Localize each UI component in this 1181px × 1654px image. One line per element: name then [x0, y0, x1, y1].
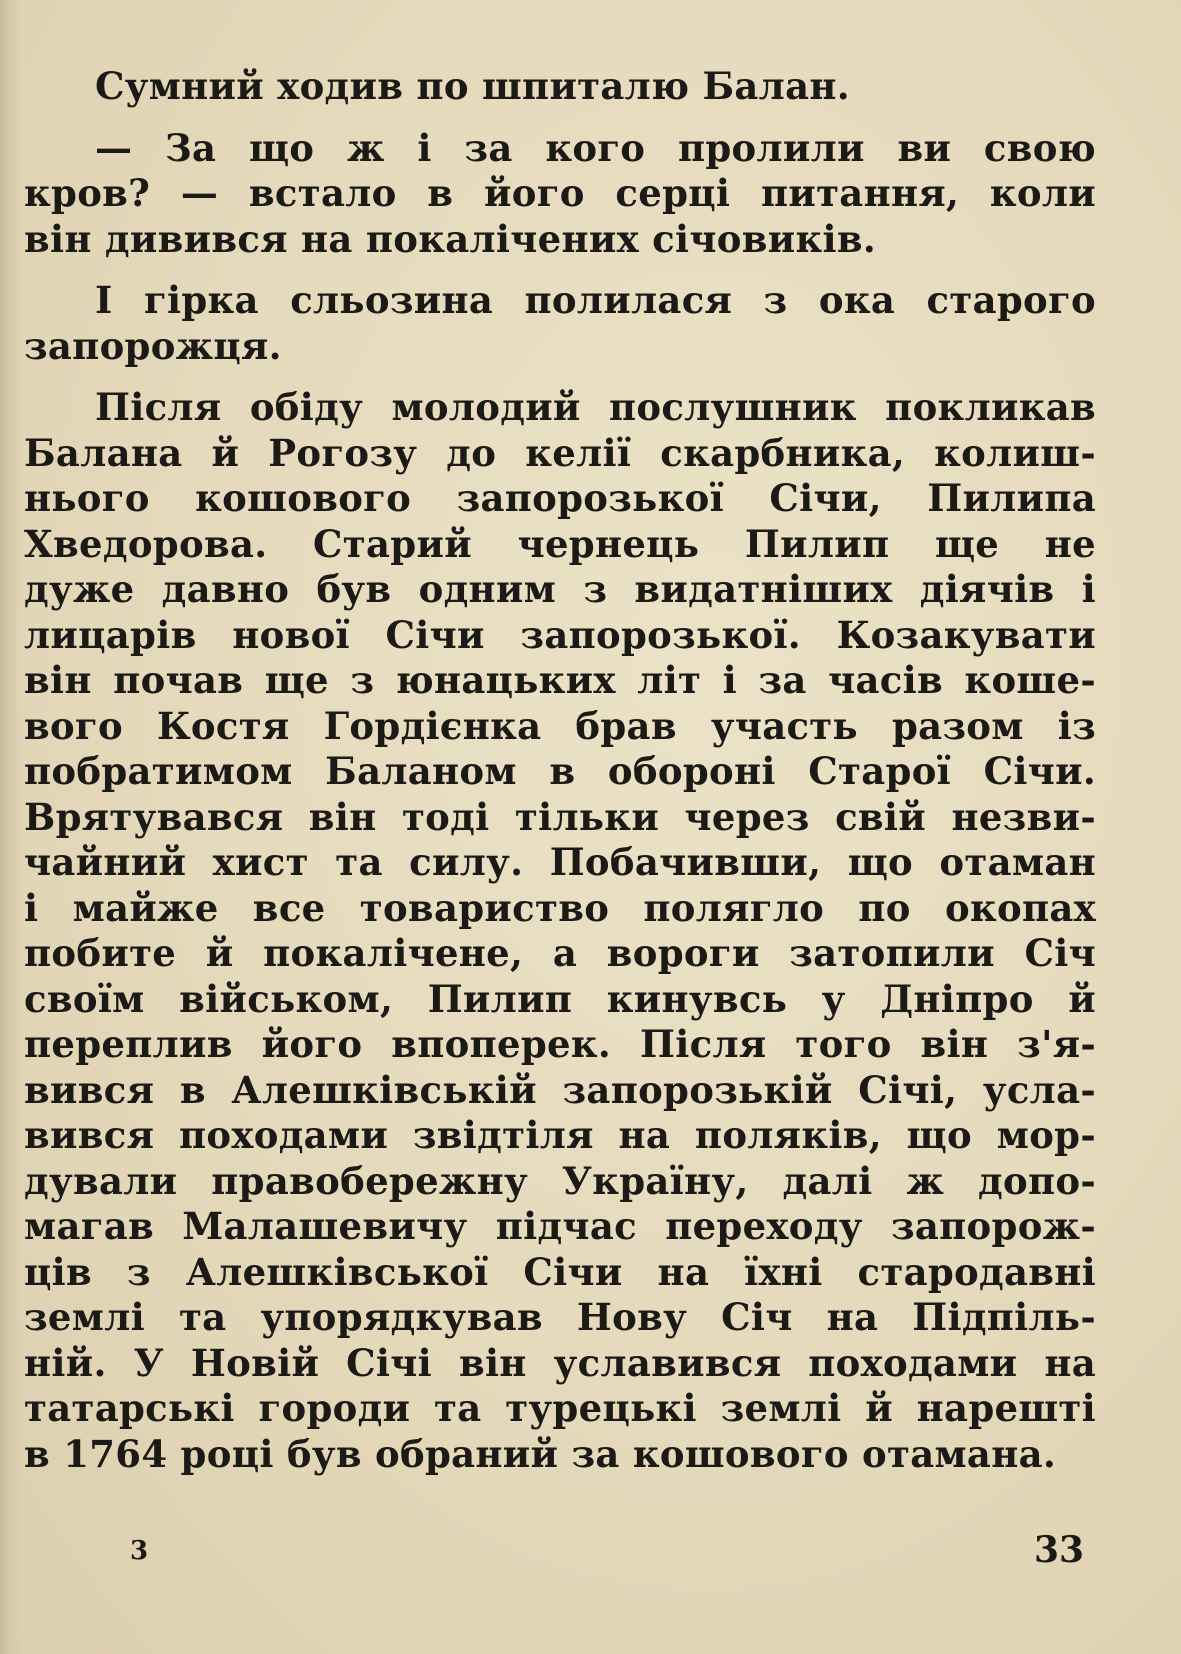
text-line: лицарів нової Січи запорозької. Козакувати — [24, 612, 1096, 657]
paragraph — [24, 126, 1096, 263]
text-line: — За що ж і за кого пролили ви свою — [95, 125, 1096, 170]
signature-mark: 3 — [130, 1536, 149, 1566]
text-line: дуже давно був одним з видатніших діячів і — [24, 567, 1096, 611]
paragraph — [24, 64, 1096, 110]
text-line: дували правобережну Україну, далі ж допо- — [24, 1158, 1096, 1203]
text-line: татарські городи та турецькі землі й нарешті — [24, 1386, 1096, 1430]
text-line: і майже все товариство полягло по окопах — [24, 885, 1096, 930]
text-line: він почав ще з юнацьких літ і за часів коше- — [24, 658, 1096, 702]
text-line: Врятувався він тоді тільки через свій незви- — [24, 794, 1096, 839]
text-line: Після обіду молодий послушник покликав — [95, 385, 1096, 429]
text-line: ній. У Новій Січі він уславився походами на — [24, 1340, 1096, 1385]
spine-shadow — [0, 0, 22, 1654]
text-line: запорожця. — [24, 323, 282, 368]
text-line: Сумний ходив по шпиталю Балан. — [95, 64, 850, 108]
paragraph — [24, 278, 1096, 369]
text-line: вився в Алешківській запорозькій Січі, усла- — [24, 1067, 1096, 1112]
text-line: чайний хист та силу. Побачивши, що отаман — [24, 840, 1096, 884]
text-line: він дивився на покалічених січовиків. — [24, 216, 877, 261]
text-line: І гірка сльозина полилася з ока старого — [95, 278, 1096, 322]
text-line: Хведорова. Старий чернець Пилип ще не — [24, 521, 1096, 566]
text-line: вого Костя Гордієнка брав участь разом із — [24, 703, 1096, 748]
text-line: побите й покалічене, а вороги затопили Січ — [24, 931, 1096, 975]
text-line: побратимом Баланом в обороні Старої Січи. — [24, 749, 1096, 793]
text-line: землі та упорядкував Нову Січ на Підпіль- — [24, 1295, 1096, 1339]
text-line: вився походами звідтіля на поляків, що мор- — [24, 1113, 1096, 1157]
text-line: переплив його впоперек. Після того він з'я- — [24, 1022, 1096, 1066]
text-line: нього кошового запорозької Січи, Пилипа — [24, 476, 1096, 520]
text-line: своїм військом, Пилип кинувсь у Дніпро й — [24, 976, 1096, 1021]
text-line: Балана й Рогозу до келії скарбника, колиш- — [24, 430, 1096, 475]
paragraph — [24, 385, 1096, 1477]
text-line: магав Малашевичу підчас переходу запорож- — [24, 1204, 1096, 1248]
text-line: кров? — встало в його серці питання, коли — [24, 171, 1096, 215]
body-text — [24, 64, 1096, 1477]
page-number: 33 — [1034, 1529, 1085, 1571]
text-line: в 1764 році був обраний за кошового отамана. — [24, 1431, 1057, 1476]
text-line: ців з Алешківської Січи на їхні стародавні — [24, 1249, 1096, 1294]
